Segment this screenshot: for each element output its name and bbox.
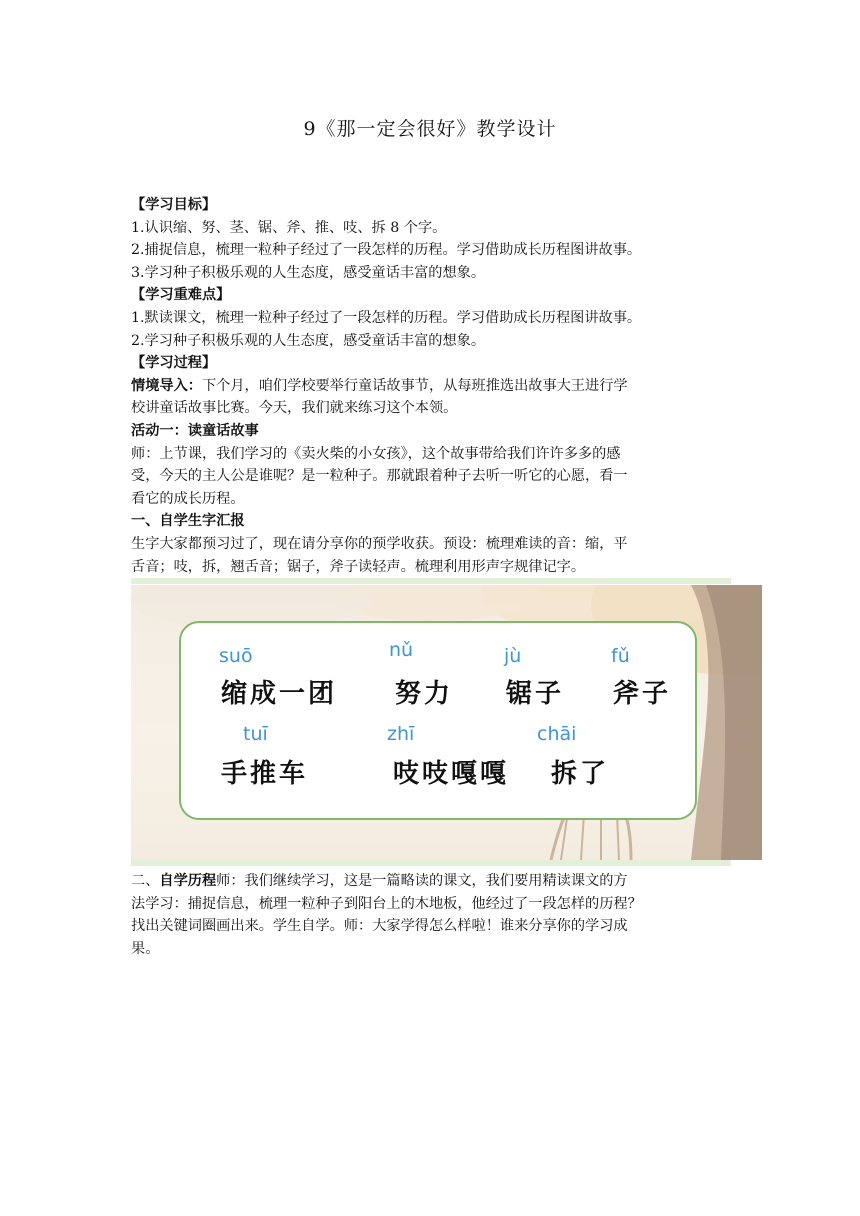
pinyin-label: fǔ [611, 645, 630, 667]
intro-text-cont: 校讲童话故事比赛。今天，我们就来练习这个本领。 [131, 400, 458, 417]
highlight-bar [131, 578, 731, 584]
key-points-heading: 【学习重难点】 [131, 287, 231, 304]
intro-paragraph [131, 375, 731, 398]
vocab-card [131, 585, 762, 860]
pinyin-label: nǔ [389, 639, 414, 661]
pinyin-label: zhī [387, 723, 415, 745]
section-heading: 一、自学生字汇报 [131, 513, 245, 530]
lesson-content-continued [131, 870, 731, 960]
section2-prefix: 二、 [131, 873, 160, 889]
vocab-word: 锯子 [506, 679, 565, 709]
page-title: 9《那一定会很好》教学设计 [303, 118, 557, 140]
section2-line: 法学习：捕捉信息，梳理一粒种子到阳台上的木地板，他经过了一段怎样的历程？ [131, 895, 642, 912]
goal-item: 2.捕捉信息，梳理一粒种子经过了一段怎样的历程。学习借助成长历程图讲故事。 [131, 242, 642, 259]
vocab-box [179, 621, 697, 820]
process-heading: 【学习过程】 [131, 355, 217, 372]
section2-text: 师：我们继续学习，这是一篇略读的课文，我们要用精读课文的方 [216, 873, 628, 889]
pinyin-label: suō [219, 645, 253, 667]
vocab-word: 拆了 [551, 759, 610, 789]
vocab-word: 缩成一团 [221, 679, 338, 709]
goals-heading: 【学习目标】 [131, 197, 217, 213]
goal-item: 1.认识缩、努、茎、锯、斧、推、吱、拆 8 个字。 [131, 219, 447, 236]
key-point-item: 1.默读课文，梳理一粒种子经过了一段怎样的历程。学习借助成长历程图讲故事。 [131, 309, 642, 326]
section2-line: 找出关键词圈画出来。学生自学。师：大家学得怎么样啦！谁来分享你的学习成 [131, 918, 628, 935]
section2-label: 自学历程 [159, 873, 217, 889]
goal-item: 3.学习种子积极乐观的人生态度，感受童话丰富的想象。 [131, 264, 486, 281]
vocab-word: 手推车 [221, 759, 309, 789]
pinyin-label: chāi [537, 723, 577, 745]
key-point-item: 2.学习种子积极乐观的人生态度，感受童话丰富的想象。 [131, 332, 486, 349]
vocab-word: 努力 [395, 679, 454, 709]
intro-text: 下个月，咱们学校要举行童话故事节，从每班推选出故事大王进行学 [201, 377, 628, 394]
teacher-line: 师：上节课，我们学习的《卖火柴的小女孩》，这个故事带给我们许许多多的感 [131, 445, 621, 462]
vocab-word: 斧子 [613, 679, 672, 709]
section-line: 生字大家都预习过了，现在请分享你的预学收获。预设：梳理难读的音：缩，平 [131, 535, 628, 552]
teacher-line: 看它的成长历程。 [131, 490, 245, 507]
pinyin-label: jù [504, 645, 522, 667]
intro-label: 情境导入： [131, 377, 202, 394]
section2-line: 果。 [131, 940, 160, 957]
vocab-word: 吱吱嘎嘎 [393, 759, 510, 789]
lesson-content [131, 194, 731, 578]
activity-heading: 活动一：读童话故事 [131, 422, 259, 439]
section-line: 舌音；吱，拆，翘舌音；锯子，斧子读轻声。梳理利用形声字规律记字。 [131, 558, 586, 575]
teacher-line: 受，今天的主人公是谁呢？是一粒种子。那就跟着种子去听一听它的心愿，看一 [131, 468, 628, 485]
pinyin-label: tuī [243, 723, 268, 745]
highlight-bar [131, 860, 731, 866]
section2-paragraph [131, 870, 731, 893]
